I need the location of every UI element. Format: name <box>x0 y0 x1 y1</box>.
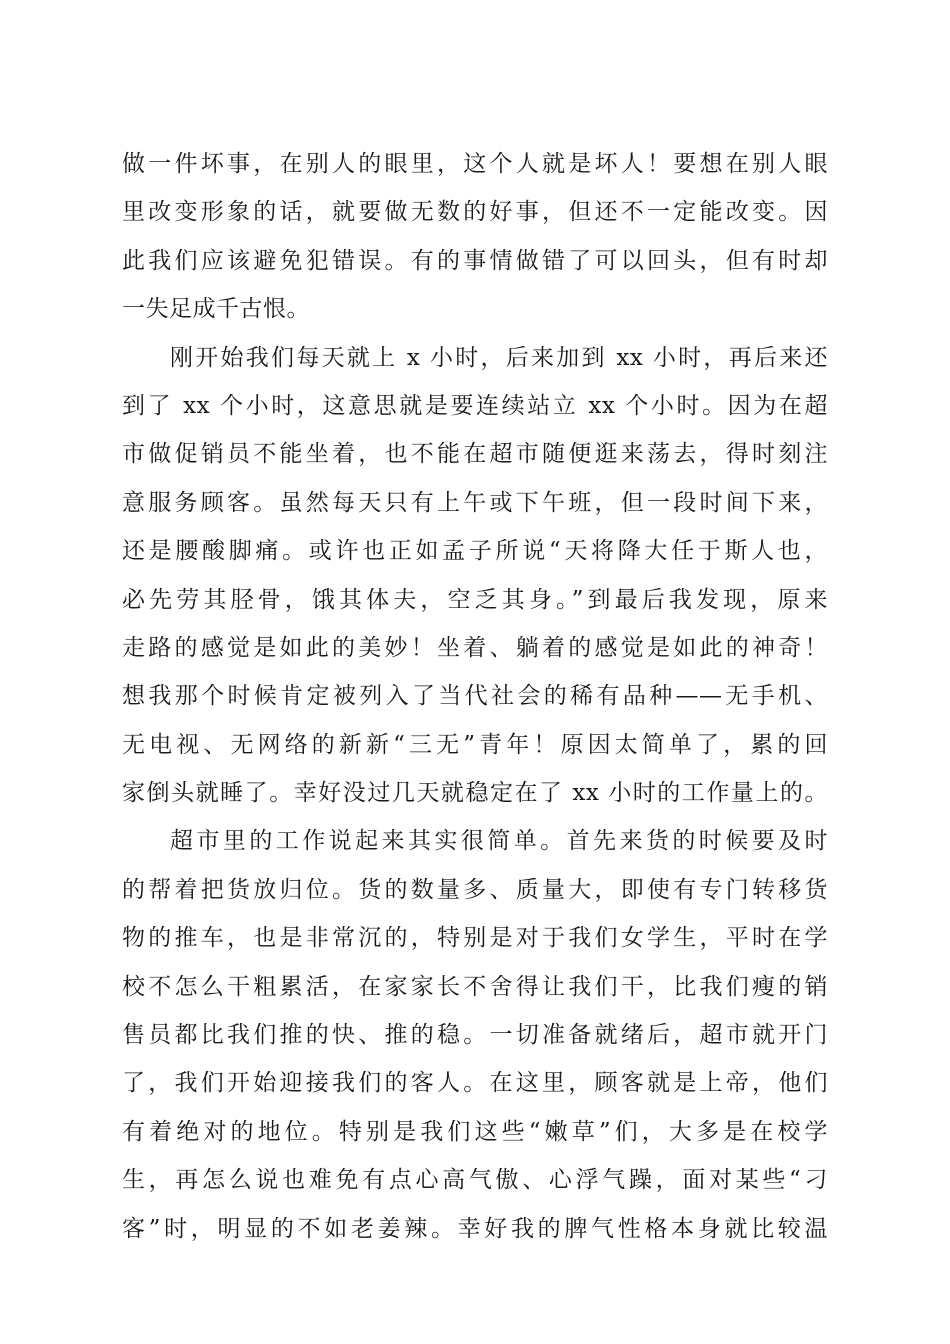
paragraph-first-line: 刚开始我们每天就上 x 小时，后来加到 xx 小时，再后来还 <box>170 344 828 371</box>
text-line: 物的推车，也是非常沉的，特别是对于我们女学生，平时在学 <box>122 925 828 952</box>
text-line: 家倒头就睡了。幸好没过几天就稳定在了 xx 小时的工作量上的。 <box>122 780 828 807</box>
text-line: 到了 xx 个小时，这意思就是要连续站立 xx 个小时。因为在超 <box>122 392 828 419</box>
text-line: 有着绝对的地位。特别是我们这些“嫩草”们，大多是在校学 <box>122 1118 828 1145</box>
paragraph-first-line: 超市里的工作说起来其实很简单。首先来货的时候要及时 <box>170 828 828 855</box>
text-line: 校不怎么干粗累活，在家家长不舍得让我们干，比我们瘦的销 <box>122 973 828 1000</box>
text-line: 做一件坏事，在别人的眼里，这个人就是坏人！要想在别人眼 <box>122 151 828 177</box>
text-line: 想我那个时候肯定被列入了当代社会的稀有品种——无手机、 <box>122 683 828 710</box>
text-line: 走路的感觉是如此的美妙！坐着、躺着的感觉是如此的神奇！ <box>122 634 828 661</box>
text-line: 生，再怎么说也难免有点心高气傲、心浮气躁，面对某些“刁 <box>122 1167 828 1194</box>
text-line: 里改变形象的话，就要做无数的好事，但还不一定能改变。因 <box>122 199 828 226</box>
text-line: 了，我们开始迎接我们的客人。在这里，顾客就是上帝，他们 <box>122 1070 828 1097</box>
text-line: 此我们应该避免犯错误。有的事情做错了可以回头，但有时却 <box>122 247 828 274</box>
text-line: 意服务顾客。虽然每天只有上午或下午班，但一段时间下来， <box>122 489 828 516</box>
text-line: 一失足成千古恨。 <box>122 296 310 323</box>
text-line: 必先劳其胫骨，饿其体夫，空乏其身。”到最后我发现，原来 <box>122 586 828 613</box>
body-text <box>122 140 828 1253</box>
text-line: 市做促销员不能坐着，也不能在超市随便逛来荡去，得时刻注 <box>122 441 828 468</box>
text-line: 售员都比我们推的快、推的稳。一切准备就绪后，超市就开门 <box>122 1022 828 1049</box>
text-line: 的帮着把货放归位。货的数量多、质量大，即使有专门转移货 <box>122 876 828 903</box>
text-line: 客”时，明显的不如老姜辣。幸好我的脾气性格本身就比较温 <box>122 1215 828 1242</box>
text-line: 无电视、无网络的新新“三无”青年！原因太简单了，累的回 <box>122 731 828 758</box>
text-line: 还是腰酸脚痛。或许也正如孟子所说“天将降大任于斯人也， <box>122 538 828 565</box>
